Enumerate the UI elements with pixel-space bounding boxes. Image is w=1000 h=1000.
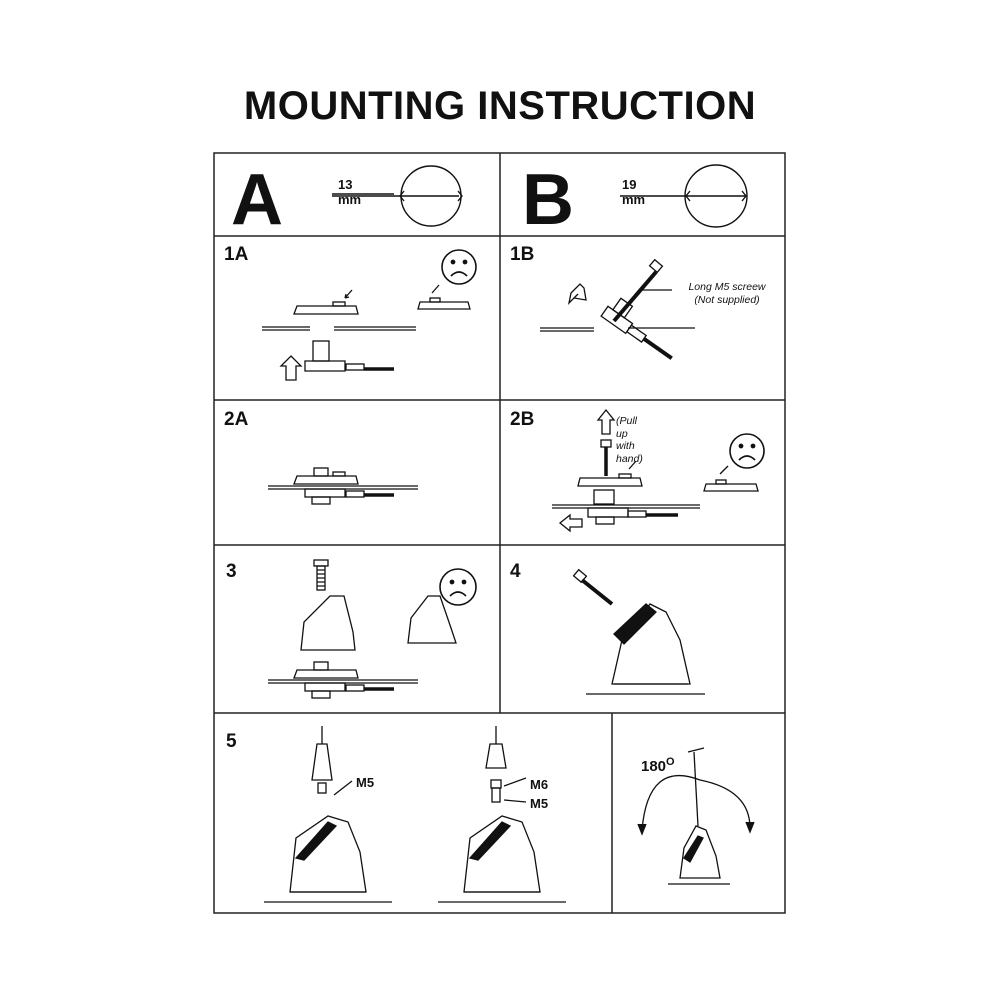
screw-note-line1: Long M5 screew: [688, 281, 766, 293]
thread-size-left: M5: [356, 775, 375, 790]
pull-up-note: (Pull up with hand): [616, 415, 643, 465]
step-label: 5: [226, 731, 237, 752]
screw-note: [672, 281, 782, 306]
step-label: 4: [510, 561, 521, 582]
option-a-hole-size: 13 mm: [338, 177, 362, 207]
step-label: 2B: [510, 409, 535, 430]
rotation-value: 180: [641, 758, 667, 775]
page-title: MOUNTING INSTRUCTION: [243, 84, 757, 128]
thread-size-right-bottom: M5: [530, 796, 549, 811]
rotation-angle: [641, 756, 675, 775]
step-label: 3: [226, 561, 237, 582]
thread-size-right-top: M6: [530, 777, 549, 792]
step-label: 1B: [510, 244, 535, 265]
option-a-letter: A: [231, 160, 283, 240]
step-label: 1A: [224, 244, 249, 265]
screw-note-line2: (Not supplied): [694, 293, 760, 306]
option-b-letter: B: [522, 160, 574, 240]
rotation-unit: O: [666, 756, 675, 768]
option-b-hole-size: 19 mm: [622, 177, 646, 207]
step-label: 2A: [224, 409, 249, 430]
